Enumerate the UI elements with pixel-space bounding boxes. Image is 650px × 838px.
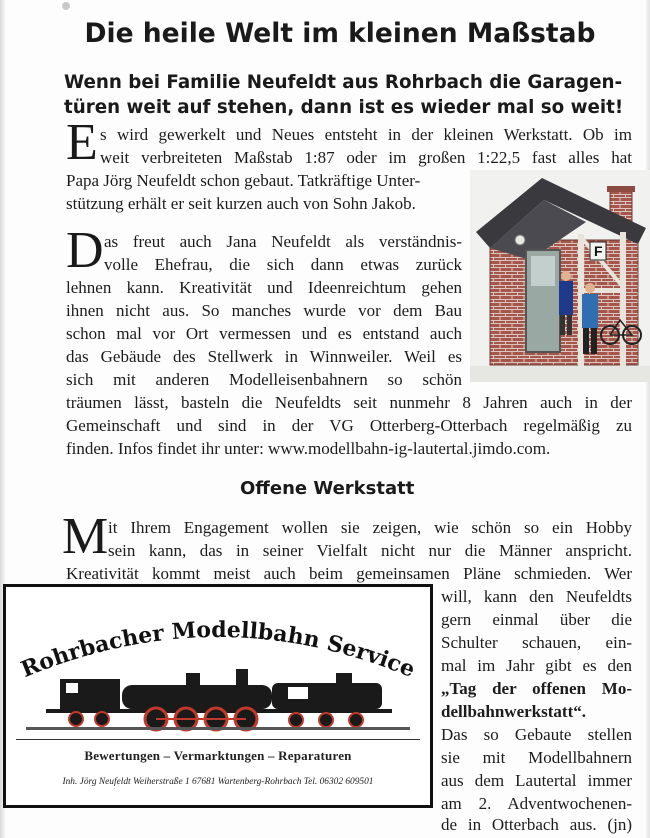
paragraph-line: sein kann, das in seiner Vielfalt nicht nur die Männer anspricht. [108,541,632,560]
column-line: Das so Gebaute stellen [441,725,632,744]
column-line: sie mit Modellbahnern [441,748,632,767]
ad-divider [16,739,420,740]
ad-logo-graphic [6,587,430,737]
paragraph-line: as freut auch Jana Neufeldt als verständnis- [104,232,462,251]
paragraph-line: weit verbreiteten Maßstab 1:87 oder im großen 1:22,5 fast alles hat [100,148,632,167]
paragraph-line: stützung erhält er seit kurzen auch von Sohn Jakob. [66,194,416,213]
advertisement-box [3,584,433,808]
paragraph-line: schon mal vor Ort vermessen und es entstand auch [66,324,462,343]
section-heading: Offene Werkstatt [240,478,415,499]
column-line: „Tag der offenen Mo- [441,679,632,698]
paragraph-line: it Ihrem Engagement wollen sie zeigen, wie schön so ein Hobby [108,518,632,537]
subtitle-line: türen weit auf stehen, dann ist es wieder mal so weit! [64,97,624,118]
column-line: dellbahnwerkstatt“. [441,702,586,721]
column-line: mal im Jahr gibt es den [441,656,632,675]
paragraph-line: volle Ehefrau, die sich dann etwas zurück [104,255,462,274]
sign-letter: F [594,243,603,259]
paragraph-line: s wird gewerkelt und Neues entsteht in der kleinen Werkstatt. Ob im [100,125,632,144]
paragraph-line: finden. Infos findet ihr unter: www.modellbahn-ig-lautertal.jimdo.com. [66,439,551,458]
column-line: aus dem Lautertal immer [441,771,632,790]
column-line: Schulter schauen, ein- [441,633,632,652]
paragraph-line: Papa Jörg Neufeldt schon gebaut. Tatkräftige Unter- [66,171,421,190]
subtitle-line: Wenn bei Familie Neufeldt aus Rohrbach die Garagen- [64,72,623,93]
page-edge-shadow-right [645,0,650,838]
column-line: am 2. Adventwochenen- [441,794,632,813]
model-signal-box-photo [470,170,650,382]
article-subtitle [64,70,644,120]
article-title: Die heile Welt im kleinen Maßstab [84,18,596,49]
drop-cap: E [66,114,98,171]
paragraph-line: Gemeinschaft und sind in der VG Otterberg-Otterbach regelmäßig zu [66,416,632,435]
drop-cap: D [66,222,104,279]
ad-services: Bewertungen – Vermarktungen – Reparaturen [84,748,352,763]
paragraph-line: Kreativität kommt meist auch beim gemeinsamen Pläne schmieden. Wer [66,564,632,583]
paragraph-line: träumen lässt, basteln die Neufeldts seit nunmehr 8 Jahren auch in der [66,393,632,412]
column-line: gern einmal über die [441,610,632,629]
locomotive-icon [26,669,410,730]
signal-box-illustration [470,170,650,382]
paragraph-line: das Gebäude des Stellwerk in Winnweiler. Weil es [66,347,462,366]
paragraph-line: sich mit anderen Modelleisenbahnern so schön [66,370,462,389]
ad-address: Inh. Jörg Neufeldt Weiherstraße 1 67681 Wartenberg-Rohrbach Tel. 06302 609501 [62,777,374,787]
paragraph-line: ihnen nicht aus. So manches wurde vor dem Bau [66,301,462,320]
punch-hole [62,2,70,10]
paragraph-line: lehnen kann. Kreativität und Ideenreichtum gehen [66,278,462,297]
drop-cap: M [62,508,109,565]
column-line: will, kann den Neufeldts [441,587,632,606]
ad-brand-name: Rohrbacher Modellbahn Service [17,616,419,684]
column-line: de in Otterbach aus. (jn) [441,815,632,834]
